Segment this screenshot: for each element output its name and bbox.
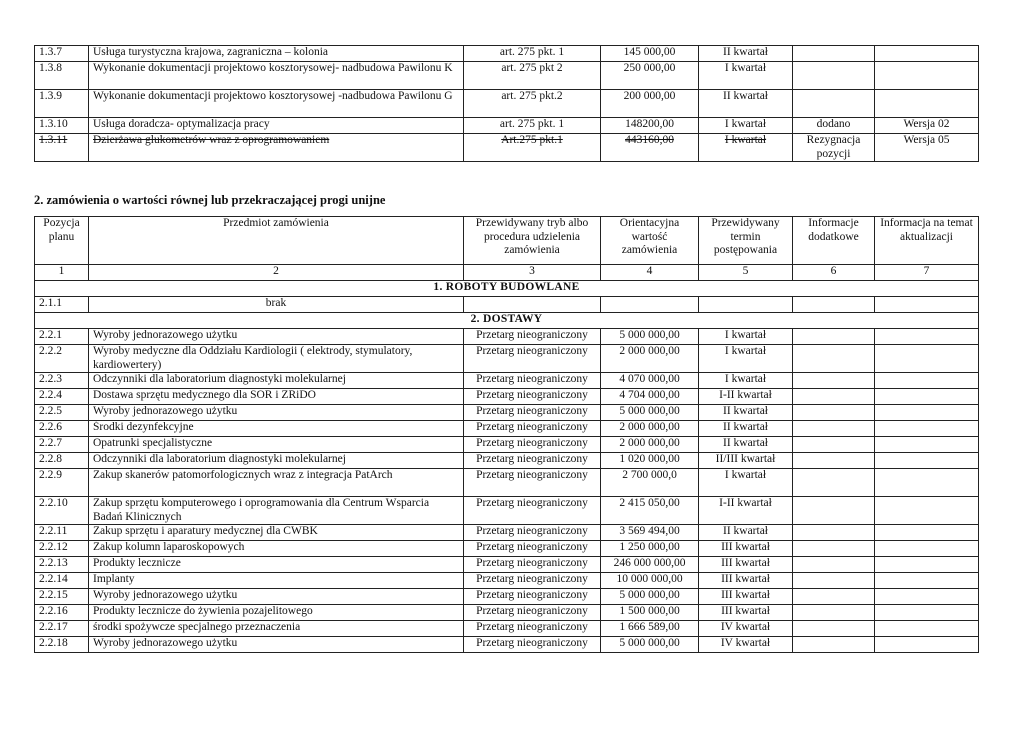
table-header-row (35, 217, 979, 265)
row-value: 2 000 000,00 (601, 345, 699, 373)
row-update (875, 605, 979, 621)
row-value (601, 297, 699, 313)
column-number: 4 (601, 265, 699, 281)
row-number: 1.3.11 (35, 134, 89, 162)
table-row (35, 297, 979, 313)
row-subject: Wyroby jednorazowego użytku (89, 329, 464, 345)
row-term: III kwartał (699, 541, 793, 557)
row-update (875, 541, 979, 557)
row-update (875, 62, 979, 90)
row-term: III kwartał (699, 605, 793, 621)
row-subject: Wyroby jednorazowego użytku (89, 589, 464, 605)
row-number: 2.2.2 (35, 345, 89, 373)
row-term: III kwartał (699, 573, 793, 589)
row-update (875, 329, 979, 345)
row-update (875, 453, 979, 469)
column-number: 5 (699, 265, 793, 281)
row-mode: art. 275 pkt 2 (464, 62, 601, 90)
row-subject: Produkty lecznicze (89, 557, 464, 573)
column-number: 6 (793, 265, 875, 281)
table-row (35, 637, 979, 653)
header-cell: Informacja na temat aktualizacji (875, 217, 979, 265)
row-number: 1.3.7 (35, 46, 89, 62)
row-info (793, 46, 875, 62)
row-update (875, 557, 979, 573)
row-mode: Przetarg nieograniczony (464, 373, 601, 389)
row-number: 2.2.5 (35, 405, 89, 421)
section-title: 2. DOSTAWY (35, 313, 979, 329)
row-number: 2.2.14 (35, 573, 89, 589)
row-subject: Usługa turystyczna krajowa, zagraniczna – kolonia (89, 46, 464, 62)
row-mode: Przetarg nieograniczony (464, 345, 601, 373)
table-row (35, 541, 979, 557)
row-subject: Zakup sprzętu i aparatury medycznej dla CWBK (89, 525, 464, 541)
row-subject: Odczynniki dla laboratorium diagnostyki molekularnej (89, 373, 464, 389)
row-term: I kwartał (699, 134, 793, 162)
row-number: 2.2.10 (35, 497, 89, 525)
row-info (793, 469, 875, 497)
row-subject: brak (89, 297, 464, 313)
row-mode: Przetarg nieograniczony (464, 637, 601, 653)
column-number-row (35, 265, 979, 281)
row-update (875, 469, 979, 497)
row-number: 2.2.17 (35, 621, 89, 637)
row-value: 443160,00 (601, 134, 699, 162)
row-term: IV kwartał (699, 637, 793, 653)
row-value: 5 000 000,00 (601, 589, 699, 605)
table-row (35, 389, 979, 405)
row-term: I kwartał (699, 469, 793, 497)
row-info (793, 573, 875, 589)
column-number: 2 (89, 265, 464, 281)
row-mode: art. 275 pkt. 1 (464, 118, 601, 134)
row-subject: Wyroby medyczne dla Oddziału Kardiologii ( elektrody, stymulatory, kardiowertery) (89, 345, 464, 373)
row-update (875, 373, 979, 389)
row-update: Wersja 02 (875, 118, 979, 134)
row-mode: art. 275 pkt.2 (464, 90, 601, 118)
row-info (793, 297, 875, 313)
table-row (35, 118, 979, 134)
row-value: 250 000,00 (601, 62, 699, 90)
column-number: 3 (464, 265, 601, 281)
row-number: 2.2.1 (35, 329, 89, 345)
row-update (875, 345, 979, 373)
section-title: 1. ROBOTY BUDOWLANE (35, 281, 979, 297)
row-info (793, 557, 875, 573)
table-row (35, 329, 979, 345)
row-term: I kwartał (699, 345, 793, 373)
table-row (35, 557, 979, 573)
header-cell: Orientacyjna wartość zamówienia (601, 217, 699, 265)
row-number: 2.2.9 (35, 469, 89, 497)
row-info (793, 453, 875, 469)
column-number: 7 (875, 265, 979, 281)
table-row (35, 621, 979, 637)
row-info (793, 437, 875, 453)
row-info (793, 345, 875, 373)
table-row (35, 469, 979, 497)
row-value: 4 070 000,00 (601, 373, 699, 389)
row-term: II kwartał (699, 421, 793, 437)
row-value: 2 000 000,00 (601, 437, 699, 453)
row-info (793, 637, 875, 653)
row-term: II/III kwartał (699, 453, 793, 469)
row-update (875, 405, 979, 421)
row-subject: Dzierżawa glukometrów wraz z oprogramowaniem (89, 134, 464, 162)
row-number: 2.2.18 (35, 637, 89, 653)
row-number: 2.2.6 (35, 421, 89, 437)
row-mode: Art.275 pkt.1 (464, 134, 601, 162)
row-update (875, 497, 979, 525)
table-row (35, 405, 979, 421)
table-row (35, 345, 979, 373)
row-subject: Środki dezynfekcyjne (89, 421, 464, 437)
row-info: dodano (793, 118, 875, 134)
header-cell: Przewidywany termin postępowania (699, 217, 793, 265)
row-subject: Wyroby jednorazowego użytku (89, 637, 464, 653)
column-number: 1 (35, 265, 89, 281)
row-subject: Usługa doradcza- optymalizacja pracy (89, 118, 464, 134)
row-mode: Przetarg nieograniczony (464, 469, 601, 497)
row-mode: Przetarg nieograniczony (464, 541, 601, 557)
row-value: 5 000 000,00 (601, 329, 699, 345)
table-row (35, 373, 979, 389)
row-subject: Dostawa sprzętu medycznego dla SOR i ZRiDO (89, 389, 464, 405)
row-mode: art. 275 pkt. 1 (464, 46, 601, 62)
row-term: II kwartał (699, 525, 793, 541)
row-number: 2.2.16 (35, 605, 89, 621)
row-value: 1 500 000,00 (601, 605, 699, 621)
row-number: 2.2.12 (35, 541, 89, 557)
row-number: 1.3.8 (35, 62, 89, 90)
row-info (793, 621, 875, 637)
row-subject: Opatrunki specjalistyczne (89, 437, 464, 453)
row-value: 148200,00 (601, 118, 699, 134)
row-update (875, 297, 979, 313)
row-update (875, 389, 979, 405)
row-mode: Przetarg nieograniczony (464, 389, 601, 405)
table-row (35, 589, 979, 605)
row-info: Rezygnacja pozycji (793, 134, 875, 162)
row-info (793, 605, 875, 621)
row-number: 2.2.7 (35, 437, 89, 453)
row-value: 5 000 000,00 (601, 637, 699, 653)
row-term: III kwartał (699, 557, 793, 573)
procurement-table-eu (34, 216, 979, 653)
row-update (875, 421, 979, 437)
row-update: Wersja 05 (875, 134, 979, 162)
row-value: 2 415 050,00 (601, 497, 699, 525)
row-info (793, 389, 875, 405)
row-update (875, 437, 979, 453)
row-info (793, 589, 875, 605)
row-value: 3 569 494,00 (601, 525, 699, 541)
section-row-supplies (35, 313, 979, 329)
row-term: II kwartał (699, 90, 793, 118)
row-term: I kwartał (699, 373, 793, 389)
row-value: 145 000,00 (601, 46, 699, 62)
row-value: 1 666 589,00 (601, 621, 699, 637)
row-update (875, 525, 979, 541)
row-number: 2.2.8 (35, 453, 89, 469)
row-mode: Przetarg nieograniczony (464, 589, 601, 605)
row-info (793, 405, 875, 421)
row-number: 1.3.9 (35, 90, 89, 118)
row-term (699, 297, 793, 313)
table-row (35, 437, 979, 453)
row-mode: Przetarg nieograniczony (464, 573, 601, 589)
row-mode: Przetarg nieograniczony (464, 605, 601, 621)
row-value: 4 704 000,00 (601, 389, 699, 405)
row-number: 2.2.13 (35, 557, 89, 573)
row-subject: Zakup skanerów patomorfologicznych wraz z integracja PatArch (89, 469, 464, 497)
row-update (875, 589, 979, 605)
row-info (793, 497, 875, 525)
row-number: 2.2.3 (35, 373, 89, 389)
row-mode: Przetarg nieograniczony (464, 421, 601, 437)
table-row (35, 134, 979, 162)
header-cell: Informacje dodatkowe (793, 217, 875, 265)
row-term: I kwartał (699, 62, 793, 90)
row-number: 1.3.10 (35, 118, 89, 134)
row-update (875, 90, 979, 118)
row-value: 200 000,00 (601, 90, 699, 118)
table-row (35, 62, 979, 90)
row-update (875, 637, 979, 653)
table-row (35, 90, 979, 118)
row-term: II kwartał (699, 46, 793, 62)
row-mode (464, 297, 601, 313)
row-term: II kwartał (699, 437, 793, 453)
row-subject: Zakup sprzętu komputerowego i oprogramowania dla Centrum Wsparcia Badań Klinicznych (89, 497, 464, 525)
row-subject: Wykonanie dokumentacji projektowo kosztorysowej- nadbudowa Pawilonu K (89, 62, 464, 90)
row-update (875, 573, 979, 589)
row-mode: Przetarg nieograniczony (464, 621, 601, 637)
row-update (875, 621, 979, 637)
row-number: 2.1.1 (35, 297, 89, 313)
header-cell: Przewidywany tryb albo procedura udzielenia zamówienia (464, 217, 601, 265)
row-subject: Implanty (89, 573, 464, 589)
table-row (35, 453, 979, 469)
row-update (875, 46, 979, 62)
row-number: 2.2.11 (35, 525, 89, 541)
table-row (35, 605, 979, 621)
row-info (793, 421, 875, 437)
table-row (35, 497, 979, 525)
row-term: I-II kwartał (699, 389, 793, 405)
table-row (35, 421, 979, 437)
header-cell: Przedmiot zamówienia (89, 217, 464, 265)
row-number: 2.2.4 (35, 389, 89, 405)
row-number: 2.2.15 (35, 589, 89, 605)
row-value: 2 700 000,0 (601, 469, 699, 497)
row-mode: Przetarg nieograniczony (464, 453, 601, 469)
row-info (793, 90, 875, 118)
row-mode: Przetarg nieograniczony (464, 329, 601, 345)
row-mode: Przetarg nieograniczony (464, 437, 601, 453)
procurement-table-services (34, 45, 979, 162)
row-value: 1 020 000,00 (601, 453, 699, 469)
table-row (35, 46, 979, 62)
section-heading-eu-thresholds: 2. zamówienia o wartości równej lub przekraczającej progi unijne (34, 193, 386, 207)
section-row-construction (35, 281, 979, 297)
row-info (793, 525, 875, 541)
row-info (793, 541, 875, 557)
row-info (793, 373, 875, 389)
row-value: 5 000 000,00 (601, 405, 699, 421)
row-subject: Produkty lecznicze do żywienia pozajelitowego (89, 605, 464, 621)
row-value: 2 000 000,00 (601, 421, 699, 437)
row-value: 1 250 000,00 (601, 541, 699, 557)
row-mode: Przetarg nieograniczony (464, 557, 601, 573)
row-subject: Odczynniki dla laboratorium diagnostyki molekularnej (89, 453, 464, 469)
row-value: 10 000 000,00 (601, 573, 699, 589)
row-term: I kwartał (699, 329, 793, 345)
row-subject: Wykonanie dokumentacji projektowo kosztorysowej -nadbudowa Pawilonu G (89, 90, 464, 118)
table-row (35, 573, 979, 589)
row-term: III kwartał (699, 589, 793, 605)
row-subject: środki spożywcze specjalnego przeznaczenia (89, 621, 464, 637)
row-term: IV kwartał (699, 621, 793, 637)
row-mode: Przetarg nieograniczony (464, 405, 601, 421)
table-row (35, 525, 979, 541)
row-value: 246 000 000,00 (601, 557, 699, 573)
row-term: II kwartał (699, 405, 793, 421)
row-info (793, 329, 875, 345)
row-info (793, 62, 875, 90)
row-subject: Wyroby jednorazowego użytku (89, 405, 464, 421)
row-mode: Przetarg nieograniczony (464, 525, 601, 541)
row-term: I-II kwartał (699, 497, 793, 525)
header-cell: Pozycja planu (35, 217, 89, 265)
row-term: I kwartał (699, 118, 793, 134)
row-mode: Przetarg nieograniczony (464, 497, 601, 525)
row-subject: Zakup kolumn laparoskopowych (89, 541, 464, 557)
